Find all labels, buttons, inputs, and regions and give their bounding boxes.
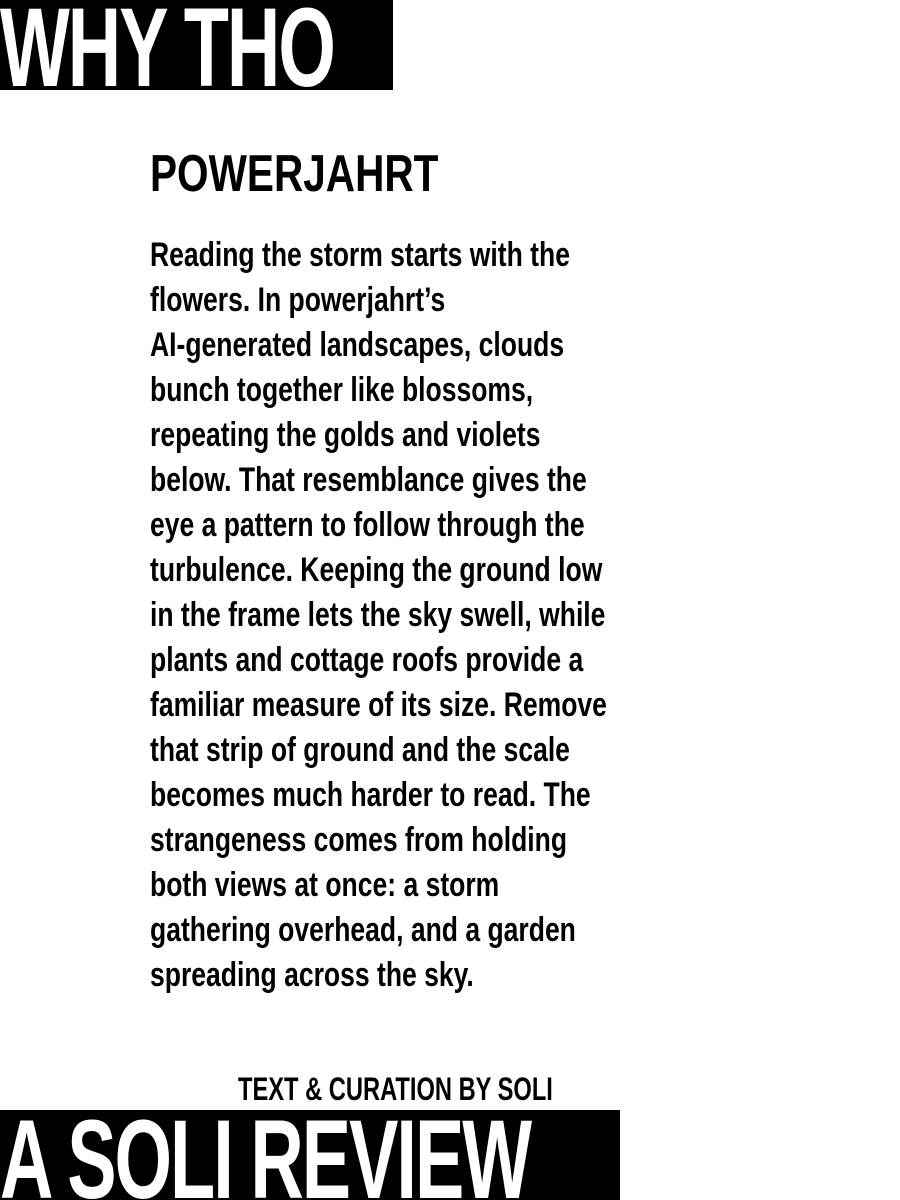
body-line: flowers. In powerjahrt’s <box>150 281 446 319</box>
body-line: plants and cottage roofs provide a <box>150 641 584 679</box>
body-line: bunch together like blossoms, <box>150 371 534 409</box>
body-line: both views at once: a storm <box>150 866 500 904</box>
body-line: below. That resemblance gives the <box>150 461 587 499</box>
top-banner-text: WHY THO <box>0 0 334 90</box>
body-line: repeating the golds and violets <box>150 416 541 454</box>
body-line: in the frame lets the sky swell, while <box>150 596 606 634</box>
article-title: POWERJAHRT <box>150 145 439 203</box>
body-line: turbulence. Keeping the ground low <box>150 551 603 589</box>
article-body <box>150 233 743 998</box>
body-line: that strip of ground and the scale <box>150 731 570 769</box>
body-line: becomes much harder to read. The <box>150 776 591 814</box>
top-banner <box>0 0 393 90</box>
body-line: Reading the storm starts with the <box>150 236 570 274</box>
bottom-banner-text: A SOLI REVIEW <box>0 1110 531 1200</box>
body-line: spreading across the sky. <box>150 956 474 994</box>
bottom-banner <box>0 1110 620 1200</box>
body-line: gathering overhead, and a garden <box>150 911 576 949</box>
credit-line: TEXT & CURATION BY SOLI <box>238 1071 553 1107</box>
body-line: strangeness comes from holding <box>150 821 568 859</box>
body-line: eye a pattern to follow through the <box>150 506 585 544</box>
body-line: AI-generated landscapes, clouds <box>150 326 565 364</box>
body-line: familiar measure of its size. Remove <box>150 686 607 724</box>
